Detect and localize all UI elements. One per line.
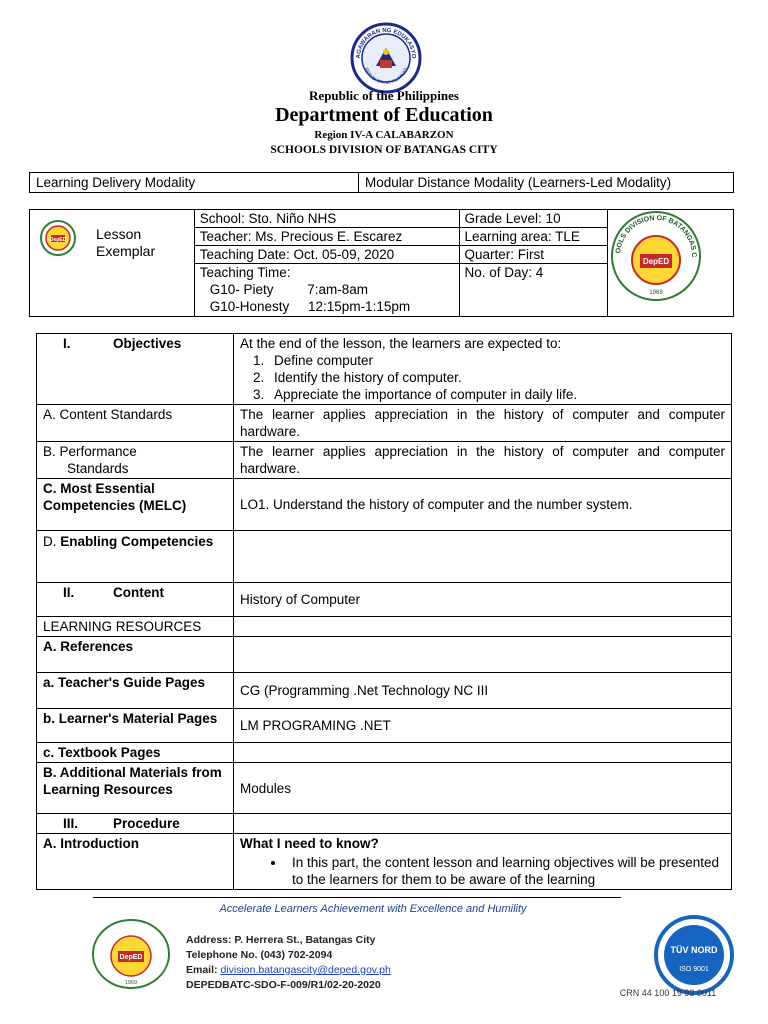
footer-telephone: Telephone No. (043) 702-2094 <box>186 949 333 961</box>
introduction-label: A. Introduction <box>37 834 234 890</box>
quarter-field: Quarter: First <box>459 246 608 264</box>
modality-label: Learning Delivery Modality <box>30 173 359 193</box>
procedure-label-cell <box>37 814 234 834</box>
enabling-competencies-value <box>234 531 732 583</box>
textbook-pages-label: c. Textbook Pages <box>37 743 234 763</box>
deped-seal-logo <box>350 22 422 94</box>
content-label: Content <box>113 585 164 600</box>
procedure-label: Procedure <box>113 816 180 831</box>
svg-text:1969: 1969 <box>124 980 138 986</box>
footer-email-label: Email: <box>186 964 221 976</box>
footer-divider <box>93 897 621 898</box>
objectives-cell <box>234 334 732 405</box>
procedure-value <box>234 814 732 834</box>
content-standards-text: The learner applies appreciation in the history of computer and computer hardware. <box>234 405 732 442</box>
objectives-list <box>240 352 725 403</box>
svg-text:KAGAWARAN NG EDUKASYON: AGAWARAN NG EDUKASYO <box>355 27 417 59</box>
objectives-intro: At the end of the lesson, the learners are expected to: <box>240 336 562 351</box>
days-field: No. of Day: 4 <box>459 264 608 317</box>
performance-standards-label-cell <box>37 442 234 479</box>
introduction-list <box>240 854 725 888</box>
svg-text:1969: 1969 <box>649 290 663 296</box>
tuv-nord-iso-logo <box>654 915 734 995</box>
enabling-label: Enabling Competencies <box>60 534 214 549</box>
teaching-date-field: Teaching Date: Oct. 05-09, 2020 <box>194 246 459 264</box>
teaching-time-cell <box>194 264 459 317</box>
learning-area-field: Learning area: TLE <box>459 228 608 246</box>
footer-address: Address: P. Herrera St., Batangas City <box>186 934 376 946</box>
introduction-cell <box>234 834 732 890</box>
content-number: II. <box>63 585 75 600</box>
modality-value: Modular Distance Modality (Learners-Led Modality) <box>359 173 734 193</box>
teacher-field: Teacher: Ms. Precious E. Escarez <box>194 228 459 246</box>
division-seal-logo <box>610 210 702 302</box>
svg-text:REPUBLIKA NG PILIPINAS: REPUBLIKA NG PILIPINAS <box>363 66 409 86</box>
content-standards-label: A. Content Standards <box>37 405 234 442</box>
teaching-time-piety: G10- Piety 7:am-8am <box>209 282 369 297</box>
additional-materials-text: Modules <box>234 763 732 814</box>
lesson-title-line2: Exemplar <box>96 243 156 259</box>
svg-text:SCHOOLS DIVISION OF BATANGAS C: OOLS DIVISION OF BATANGAS C <box>615 214 698 258</box>
teaching-time-honesty: G10-Honesty 12:15pm-1:15pm <box>209 299 411 314</box>
enabling-competencies-cell <box>37 531 234 583</box>
certificate-number: CRN 44 100 19 93 0011 <box>619 988 717 998</box>
footer-motto: Accelerate Learners Achievement with Excellence and Humility <box>219 903 527 915</box>
school-field: School: Sto. Niño NHS <box>194 210 459 228</box>
melc-text: LO1. Understand the history of computer and the number system. <box>234 479 732 531</box>
footer-form-code: DEPEDBATC-SDO-F-009/R1/02-20-2020 <box>186 979 381 991</box>
objectives-label-cell <box>37 334 234 405</box>
objectives-number: I. <box>63 336 71 351</box>
division-heading: SCHOOLS DIVISION OF BATANGAS CITY <box>270 144 498 156</box>
enabling-prefix: D. <box>43 534 57 549</box>
teachers-guide-text: CG (Programming .Net Technology NC III <box>234 673 732 709</box>
svg-text:ISO 9001: ISO 9001 <box>679 966 709 973</box>
republic-heading: Republic of the Philippines <box>309 88 459 103</box>
objectives-label: Objectives <box>113 336 182 351</box>
introduction-bullet: • In this part, the content lesson and learning objectives will be presented to the learners for them to be aware of the learning <box>286 854 725 888</box>
footer-email-line <box>186 963 391 978</box>
region-heading: Region IV-A CALABARZON <box>314 129 454 141</box>
performance-standards-label-2: Standards <box>67 461 129 476</box>
grade-field: Grade Level: 10 <box>459 210 608 228</box>
objective-item: 1. Define computer <box>268 352 725 369</box>
division-seal-cell <box>608 210 734 317</box>
footer-email-link[interactable]: division.batangascity@deped.gov.ph <box>220 964 391 976</box>
department-heading: Department of Education <box>275 104 493 126</box>
teachers-guide-label: a. Teacher's Guide Pages <box>37 673 234 709</box>
svg-text:DepED: DepED <box>119 954 143 961</box>
lesson-plan-table <box>36 333 732 890</box>
objective-item: 2. Identify the history of computer. <box>268 369 725 386</box>
lesson-exemplar-table <box>29 209 734 317</box>
melc-label: C. Most Essential Competencies (MELC) <box>37 479 234 531</box>
learning-resources-label: LEARNING RESOURCES <box>37 617 234 637</box>
content-label-cell <box>37 583 234 617</box>
introduction-heading: What I need to know? <box>240 836 379 851</box>
references-label: A. References <box>37 637 234 673</box>
performance-standards-text: The learner applies appreciation in the history of computer and computer hardware. <box>234 442 732 479</box>
additional-materials-label: B. Additional Materials from Learning Resources <box>37 763 234 814</box>
teaching-time-label: Teaching Time: <box>199 265 291 280</box>
footer-address-block <box>186 933 391 993</box>
learning-resources-value <box>234 617 732 637</box>
textbook-pages-value <box>234 743 732 763</box>
procedure-number: III. <box>63 816 79 831</box>
lesson-title-cell <box>30 210 195 317</box>
modality-table <box>29 172 734 193</box>
learners-material-text: LM PROGRAMING .NET <box>234 709 732 743</box>
performance-standards-label: B. Performance <box>43 444 137 459</box>
references-value <box>234 637 732 673</box>
objective-item: 3. Appreciate the importance of computer in daily life. <box>268 386 725 403</box>
svg-text:TÜV NORD: TÜV NORD <box>670 945 718 955</box>
footer-division-seal-logo <box>90 918 172 990</box>
svg-text:DepED: DepED <box>49 237 67 243</box>
learners-material-label: b. Learner's Material Pages <box>37 709 234 743</box>
content-text: History of Computer <box>234 583 732 617</box>
svg-text:DepED: DepED <box>643 257 670 266</box>
school-logo <box>40 220 76 256</box>
lesson-title-line1: Lesson <box>96 226 142 242</box>
